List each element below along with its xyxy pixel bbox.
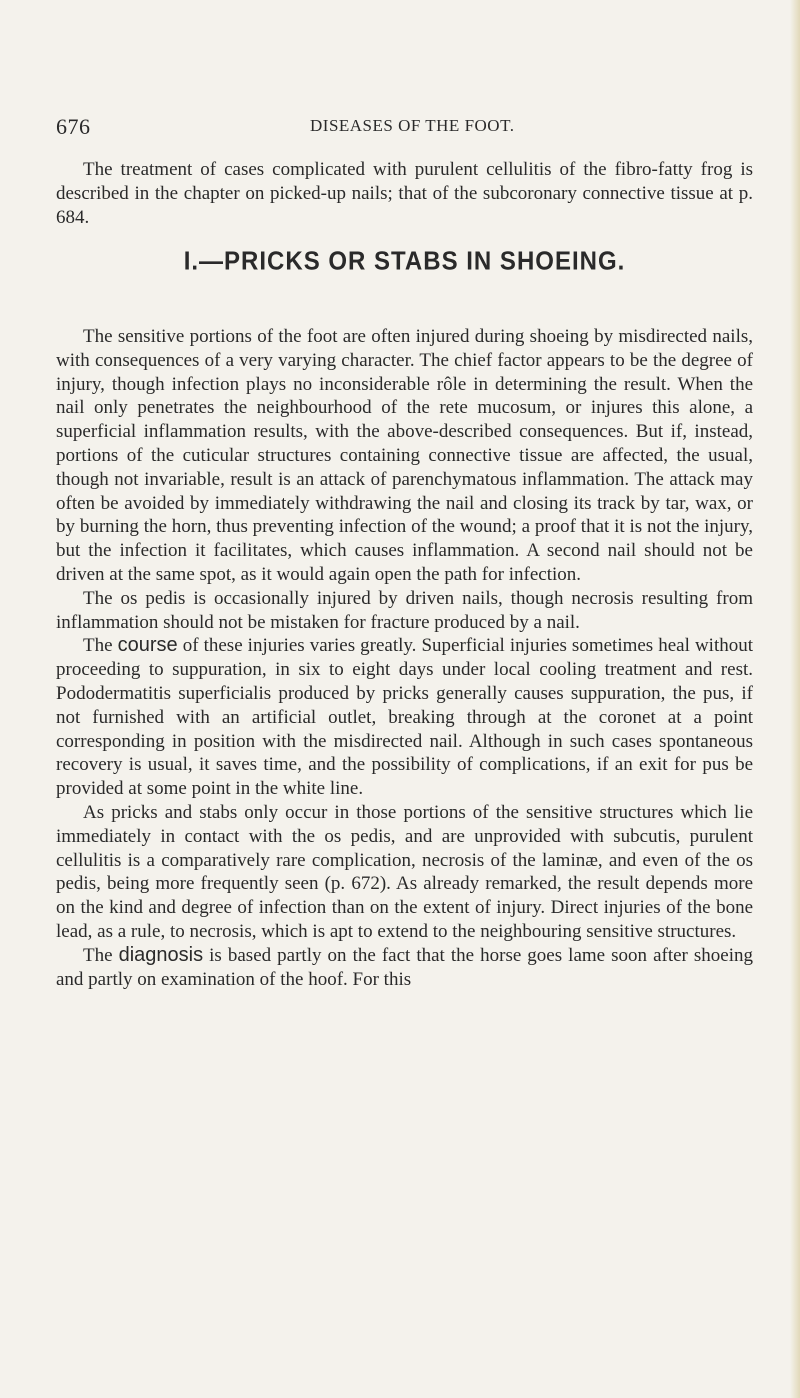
running-title: DISEASES OF THE FOOT. [310, 116, 515, 135]
keyword-course: course [117, 634, 178, 657]
running-head [56, 114, 756, 142]
paragraph-diagnosis-lead: The [83, 944, 113, 966]
paragraph-course-body: of these injuries varies greatly. Superficial injuries sometimes heal without proceeding to suppuration, in six to eight days under local cooling treatment and rest. Pododermatitis superficialis produced by pricks generally causes suppuration, the pus, if not furnished with an artificial outlet, breaking through at the coronet at a point corresponding in position with the misdirected nail. Although in such cases spontaneous recovery is usual, it saves time, and the possibility of complications, if an exit for pus be provided at some point in the white line. [56, 635, 754, 800]
intro-block [56, 158, 753, 229]
paragraph-diagnosis [56, 944, 753, 992]
paragraph-sensitive-portions: The sensitive portions of the foot are often injured during shoeing by misdirected nails, with consequences of a very varying character. The chief factor appears to be the degree of injury, though infection plays no inconsiderable rôle in determining the result. When the nail only penetrates the neighbourhood of the rete mucosum, or injures this alone, a superficial inflammation results, with the above-described consequences. But if, instead, portions of the cuticular structures containing connective tissue are affected, the usual, though not invariable, result is an attack of parenchymatous inflammation. The attack may often be avoided by immediately withdrawing the nail and closing its track by tar, wax, or by burning the horn, thus preventing infection of the wound; a proof that it is not the injury, but the infection it facilitates, which causes inflammation. A second nail should not be driven at the same spot, as it would again open the path for infection. [56, 326, 753, 585]
paragraph-course [56, 634, 753, 801]
page-edge-shadow [790, 0, 800, 1398]
keyword-diagnosis: diagnosis [118, 943, 204, 966]
intro-paragraph: The treatment of cases complicated with purulent cellulitis of the fibro-fatty frog is described in the chapter on picked-up nails; that of the subcoronary connective tissue at p. 684. [56, 159, 753, 228]
paragraph-os-pedis: The os pedis is occasionally injured by driven nails, though necrosis resulting from inflammation should not be mistaken for fracture produced by a nail. [56, 587, 753, 633]
main-text [56, 325, 753, 991]
paragraph-course-lead: The [83, 635, 113, 657]
section-heading: I.—PRICKS OR STABS IN SHOEING. [183, 246, 626, 277]
paragraph-diagnosis-body: is based partly on the fact that the horse goes lame soon after shoeing and partly on examination of the hoof. For this [56, 944, 754, 990]
paragraph-pricks-and-stabs: As pricks and stabs only occur in those portions of the sensitive structures which lie immediately in contact with the os pedis, and are unprovided with subcutis, purulent cellulitis is a comparatively rare complication, necrosis of the laminæ, and even of the os pedis, being more frequently seen (p. 672). As already remarked, the result depends more on the kind and degree of infection than on the extent of injury. Direct injuries of the bone lead, as a rule, to necrosis, which is apt to extend to the neighbouring sensitive structures. [56, 801, 753, 942]
page-number: 676 [56, 114, 91, 139]
